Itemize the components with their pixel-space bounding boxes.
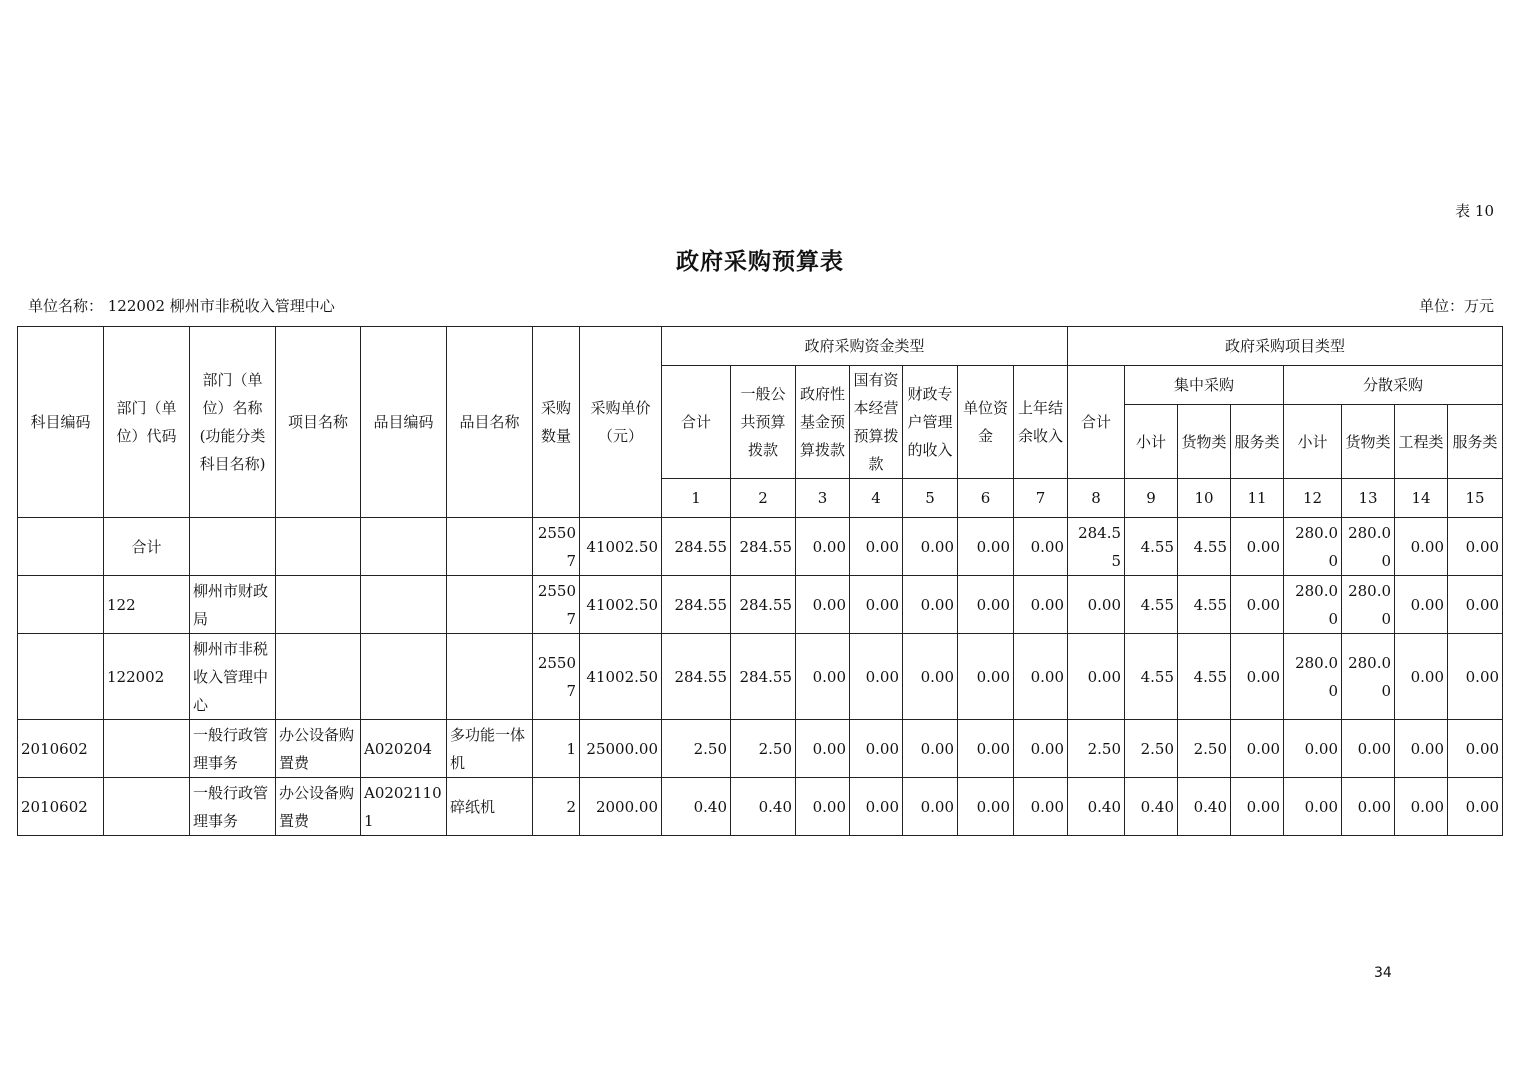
cell-item-name: 碎纸机 bbox=[447, 778, 533, 836]
col-number: 3 bbox=[796, 479, 850, 518]
header-row-1 bbox=[18, 327, 1503, 366]
cell-qty: 25507 bbox=[533, 576, 580, 634]
col-number: 8 bbox=[1068, 479, 1125, 518]
cell-amount-col-11: 0.00 bbox=[1231, 576, 1284, 634]
col-number: 15 bbox=[1448, 479, 1503, 518]
cell-item-code bbox=[361, 518, 447, 576]
cell-amount-col-14: 0.00 bbox=[1395, 778, 1448, 836]
header-prior-balance: 上年结余收入 bbox=[1014, 366, 1068, 479]
cell-amount-col-3: 0.00 bbox=[796, 518, 850, 576]
cell-amount-col-7: 0.00 bbox=[1014, 720, 1068, 778]
cell-amount-col-15: 0.00 bbox=[1448, 778, 1503, 836]
cell-item-name bbox=[447, 576, 533, 634]
cell-unit-price: 41002.50 bbox=[580, 518, 662, 576]
cell-amount-col-15: 0.00 bbox=[1448, 720, 1503, 778]
cell-amount-col-12: 0.00 bbox=[1284, 778, 1342, 836]
table-row bbox=[18, 518, 1503, 576]
cell-subject-code bbox=[18, 576, 104, 634]
cell-amount-col-12: 0.00 bbox=[1284, 720, 1342, 778]
cell-amount-col-4: 0.00 bbox=[850, 518, 903, 576]
cell-amount-col-7: 0.00 bbox=[1014, 518, 1068, 576]
cell-amount-col-9: 0.40 bbox=[1125, 778, 1178, 836]
table-body bbox=[18, 518, 1503, 836]
cell-subject-code bbox=[18, 634, 104, 720]
cell-subject-code: 2010602 bbox=[18, 778, 104, 836]
header-special-account: 财政专户管理的收入 bbox=[903, 366, 958, 479]
cell-amount-col-10: 4.55 bbox=[1178, 518, 1231, 576]
header-c-goods: 货物类 bbox=[1178, 405, 1231, 479]
cell-amount-col-6: 0.00 bbox=[958, 518, 1014, 576]
cell-amount-col-2: 0.40 bbox=[731, 778, 796, 836]
cell-item-code bbox=[361, 634, 447, 720]
table-number: 表 10 bbox=[1455, 202, 1494, 220]
cell-amount-col-9: 2.50 bbox=[1125, 720, 1178, 778]
cell-dept-code: 122 bbox=[104, 576, 190, 634]
header-fund-group: 政府采购资金类型 bbox=[662, 327, 1068, 366]
header-state-capital: 国有资本经营预算拨款 bbox=[850, 366, 903, 479]
cell-amount-col-2: 284.55 bbox=[731, 518, 796, 576]
cell-amount-col-4: 0.00 bbox=[850, 720, 903, 778]
header-d-subtotal: 小计 bbox=[1284, 405, 1342, 479]
col-number: 14 bbox=[1395, 479, 1448, 518]
cell-unit-price: 25000.00 bbox=[580, 720, 662, 778]
col-number: 13 bbox=[1342, 479, 1395, 518]
cell-amount-col-15: 0.00 bbox=[1448, 518, 1503, 576]
cell-amount-col-12: 280.00 bbox=[1284, 634, 1342, 720]
header-gov-fund: 政府性基金预算拨款 bbox=[796, 366, 850, 479]
cell-dept-code bbox=[104, 720, 190, 778]
cell-unit-price: 41002.50 bbox=[580, 634, 662, 720]
unit-name: 单位名称： 122002 柳州市非税收入管理中心 bbox=[28, 297, 335, 315]
cell-amount-col-13: 0.00 bbox=[1342, 778, 1395, 836]
cell-dept-name: 柳州市财政局 bbox=[190, 576, 276, 634]
cell-amount-col-8: 0.40 bbox=[1068, 778, 1125, 836]
cell-subject-code bbox=[18, 518, 104, 576]
cell-amount-col-14: 0.00 bbox=[1395, 720, 1448, 778]
cell-amount-col-12: 280.00 bbox=[1284, 576, 1342, 634]
cell-amount-col-1: 284.55 bbox=[662, 576, 731, 634]
cell-amount-col-15: 0.00 bbox=[1448, 634, 1503, 720]
cell-amount-col-5: 0.00 bbox=[903, 518, 958, 576]
cell-unit-price: 41002.50 bbox=[580, 576, 662, 634]
cell-project-name bbox=[276, 518, 361, 576]
cell-amount-col-11: 0.00 bbox=[1231, 778, 1284, 836]
cell-amount-col-1: 0.40 bbox=[662, 778, 731, 836]
cell-amount-col-12: 280.00 bbox=[1284, 518, 1342, 576]
cell-amount-col-13: 0.00 bbox=[1342, 720, 1395, 778]
table-row bbox=[18, 576, 1503, 634]
cell-amount-col-8: 0.00 bbox=[1068, 634, 1125, 720]
cell-amount-col-6: 0.00 bbox=[958, 576, 1014, 634]
cell-amount-col-5: 0.00 bbox=[903, 576, 958, 634]
cell-amount-col-5: 0.00 bbox=[903, 634, 958, 720]
header-item-name: 品目名称 bbox=[447, 327, 533, 518]
cell-qty: 25507 bbox=[533, 634, 580, 720]
cell-subject-code: 2010602 bbox=[18, 720, 104, 778]
cell-amount-col-4: 0.00 bbox=[850, 634, 903, 720]
header-qty: 采购数量 bbox=[533, 327, 580, 518]
col-number: 11 bbox=[1231, 479, 1284, 518]
cell-amount-col-8: 2.50 bbox=[1068, 720, 1125, 778]
cell-amount-col-11: 0.00 bbox=[1231, 720, 1284, 778]
cell-amount-col-4: 0.00 bbox=[850, 576, 903, 634]
cell-amount-col-10: 0.40 bbox=[1178, 778, 1231, 836]
cell-amount-col-11: 0.00 bbox=[1231, 518, 1284, 576]
cell-amount-col-10: 4.55 bbox=[1178, 634, 1231, 720]
cell-amount-col-9: 4.55 bbox=[1125, 634, 1178, 720]
header-unit-price: 采购单价（元） bbox=[580, 327, 662, 518]
header-decentralized: 分散采购 bbox=[1284, 366, 1503, 405]
cell-project-name: 办公设备购置费 bbox=[276, 720, 361, 778]
unit-label: 单位：万元 bbox=[1418, 297, 1494, 315]
cell-amount-col-13: 280.00 bbox=[1342, 576, 1395, 634]
header-proj-total: 合计 bbox=[1068, 366, 1125, 479]
cell-project-name bbox=[276, 576, 361, 634]
cell-amount-col-3: 0.00 bbox=[796, 576, 850, 634]
cell-amount-col-2: 2.50 bbox=[731, 720, 796, 778]
cell-dept-name: 一般行政管理事务 bbox=[190, 778, 276, 836]
page-title: 政府采购预算表 bbox=[676, 248, 844, 275]
cell-qty: 25507 bbox=[533, 518, 580, 576]
table-row bbox=[18, 778, 1503, 836]
cell-dept-name bbox=[190, 518, 276, 576]
cell-qty: 2 bbox=[533, 778, 580, 836]
cell-amount-col-10: 2.50 bbox=[1178, 720, 1231, 778]
col-number: 2 bbox=[731, 479, 796, 518]
cell-amount-col-5: 0.00 bbox=[903, 778, 958, 836]
cell-amount-col-1: 2.50 bbox=[662, 720, 731, 778]
table-row bbox=[18, 634, 1503, 720]
cell-amount-col-3: 0.00 bbox=[796, 720, 850, 778]
cell-project-name: 办公设备购置费 bbox=[276, 778, 361, 836]
cell-unit-price: 2000.00 bbox=[580, 778, 662, 836]
cell-amount-col-14: 0.00 bbox=[1395, 634, 1448, 720]
page-number: 34 bbox=[1374, 965, 1392, 981]
cell-dept-name: 一般行政管理事务 bbox=[190, 720, 276, 778]
cell-amount-col-15: 0.00 bbox=[1448, 576, 1503, 634]
header-d-engineering: 工程类 bbox=[1395, 405, 1448, 479]
cell-project-name bbox=[276, 634, 361, 720]
header-project-group: 政府采购项目类型 bbox=[1068, 327, 1503, 366]
col-number: 4 bbox=[850, 479, 903, 518]
header-item-code: 品目编码 bbox=[361, 327, 447, 518]
cell-amount-col-7: 0.00 bbox=[1014, 576, 1068, 634]
col-number: 1 bbox=[662, 479, 731, 518]
header-unit-fund: 单位资金 bbox=[958, 366, 1014, 479]
col-number: 7 bbox=[1014, 479, 1068, 518]
cell-item-name bbox=[447, 634, 533, 720]
cell-amount-col-14: 0.00 bbox=[1395, 518, 1448, 576]
col-number: 6 bbox=[958, 479, 1014, 518]
cell-amount-col-2: 284.55 bbox=[731, 634, 796, 720]
cell-amount-col-1: 284.55 bbox=[662, 634, 731, 720]
cell-amount-col-2: 284.55 bbox=[731, 576, 796, 634]
cell-dept-code: 合计 bbox=[104, 518, 190, 576]
cell-amount-col-6: 0.00 bbox=[958, 634, 1014, 720]
col-number: 10 bbox=[1178, 479, 1231, 518]
header-d-service: 服务类 bbox=[1448, 405, 1503, 479]
header-c-service: 服务类 bbox=[1231, 405, 1284, 479]
cell-amount-col-6: 0.00 bbox=[958, 778, 1014, 836]
cell-amount-col-6: 0.00 bbox=[958, 720, 1014, 778]
header-dept-name: 部门（单位）名称(功能分类科目名称) bbox=[190, 327, 276, 518]
cell-amount-col-9: 4.55 bbox=[1125, 518, 1178, 576]
cell-amount-col-7: 0.00 bbox=[1014, 778, 1068, 836]
cell-amount-col-8: 284.55 bbox=[1068, 518, 1125, 576]
header-dept-code: 部门（单位）代码 bbox=[104, 327, 190, 518]
cell-qty: 1 bbox=[533, 720, 580, 778]
cell-dept-code bbox=[104, 778, 190, 836]
header-subject-code: 科目编码 bbox=[18, 327, 104, 518]
cell-amount-col-10: 4.55 bbox=[1178, 576, 1231, 634]
cell-amount-col-13: 280.00 bbox=[1342, 634, 1395, 720]
header-d-goods: 货物类 bbox=[1342, 405, 1395, 479]
cell-item-name: 多功能一体机 bbox=[447, 720, 533, 778]
cell-dept-code: 122002 bbox=[104, 634, 190, 720]
col-number: 12 bbox=[1284, 479, 1342, 518]
header-fund-total: 合计 bbox=[662, 366, 731, 479]
cell-item-code: A02021101 bbox=[361, 778, 447, 836]
cell-amount-col-3: 0.00 bbox=[796, 778, 850, 836]
cell-dept-name: 柳州市非税收入管理中心 bbox=[190, 634, 276, 720]
cell-item-code: A020204 bbox=[361, 720, 447, 778]
cell-item-code bbox=[361, 576, 447, 634]
cell-amount-col-14: 0.00 bbox=[1395, 576, 1448, 634]
cell-amount-col-13: 280.00 bbox=[1342, 518, 1395, 576]
col-number: 9 bbox=[1125, 479, 1178, 518]
cell-amount-col-9: 4.55 bbox=[1125, 576, 1178, 634]
cell-amount-col-5: 0.00 bbox=[903, 720, 958, 778]
header-c-subtotal: 小计 bbox=[1125, 405, 1178, 479]
cell-amount-col-4: 0.00 bbox=[850, 778, 903, 836]
col-number: 5 bbox=[903, 479, 958, 518]
cell-amount-col-1: 284.55 bbox=[662, 518, 731, 576]
procurement-budget-table bbox=[17, 326, 1503, 836]
table-row bbox=[18, 720, 1503, 778]
cell-amount-col-8: 0.00 bbox=[1068, 576, 1125, 634]
header-centralized: 集中采购 bbox=[1125, 366, 1284, 405]
header-general-budget: 一般公共预算拨款 bbox=[731, 366, 796, 479]
cell-amount-col-7: 0.00 bbox=[1014, 634, 1068, 720]
cell-amount-col-11: 0.00 bbox=[1231, 634, 1284, 720]
cell-amount-col-3: 0.00 bbox=[796, 634, 850, 720]
header-project-name: 项目名称 bbox=[276, 327, 361, 518]
cell-item-name bbox=[447, 518, 533, 576]
